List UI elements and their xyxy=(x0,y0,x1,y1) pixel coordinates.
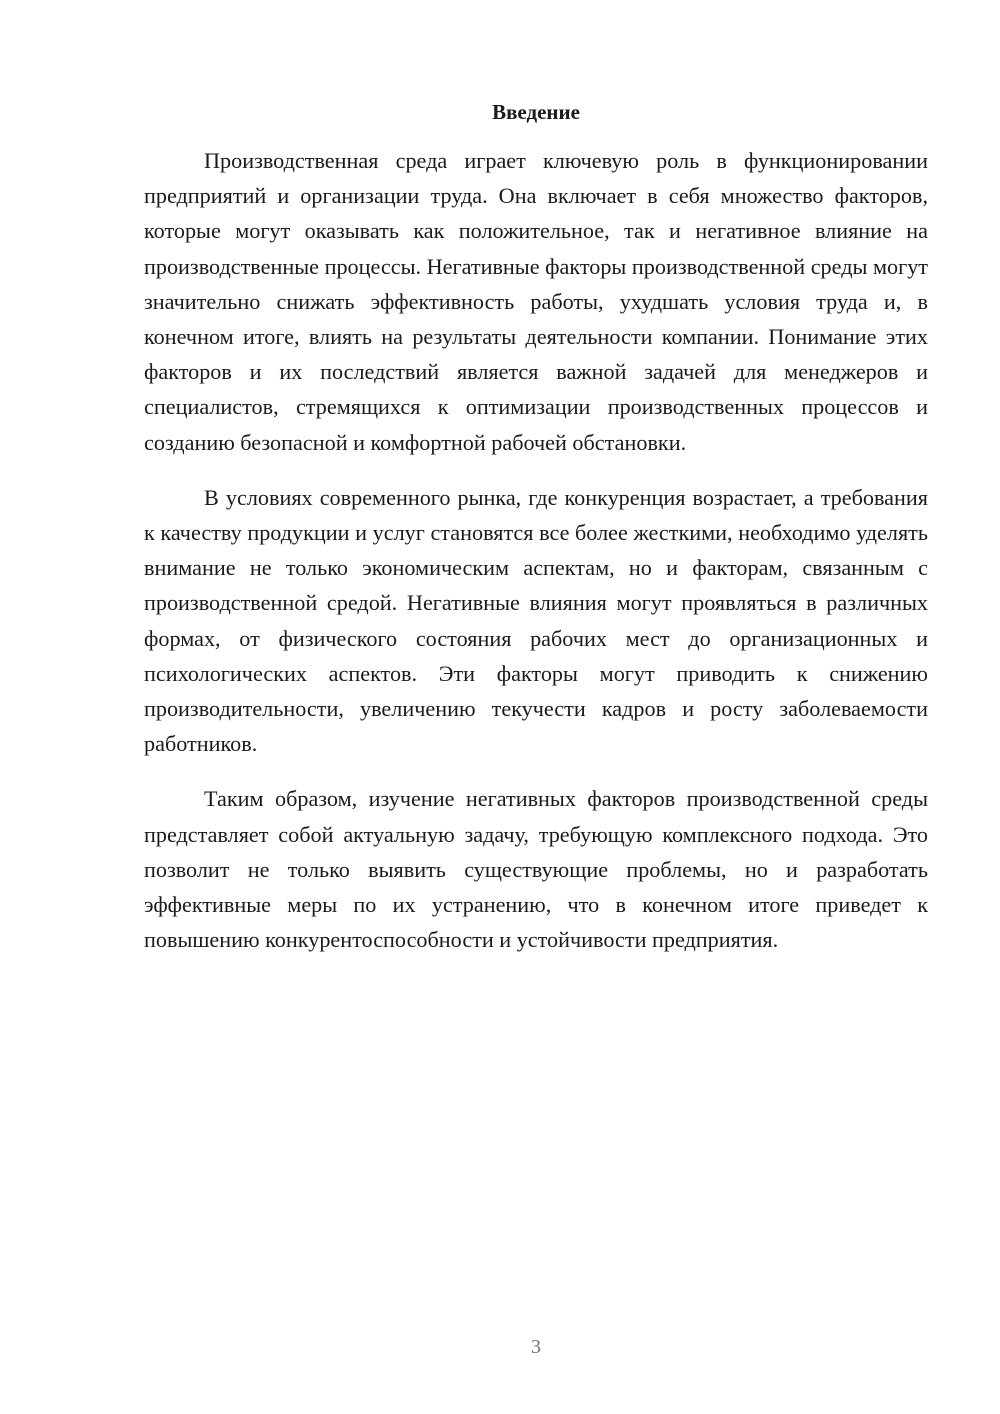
page-title: Введение xyxy=(492,100,580,124)
paragraph-conclusion: Таким образом, изучение негативных факторов производственной среды представляет собой актуальную задачу, требующую комплексного подхода. Это позволит не только выявить существующие проблемы, но и разработать эффективные меры по их устранению, что в конечном итоге приведет к повышению конкурентоспособности и устойчивости предприятия. xyxy=(144,786,928,953)
paragraph-market-conditions: В условиях современного рынка, где конкуренция возрастает, а требования к качеству продукции и услуг становятся все более жесткими, необходимо уделять внимание не только экономическим аспектам, но и факторам, связанным с производственной средой. Негативные влияния могут проявляться в различных формах, от физического состояния рабочих мест до организационных и психологических аспектов. Эти факторы могут приводить к снижению производительности, увеличению текучести кадров и росту заболеваемости работников. xyxy=(144,484,928,757)
page-number: 3 xyxy=(531,1336,541,1358)
document-body xyxy=(144,143,928,977)
paragraph-intro: Производственная среда играет ключевую роль в функционировании предприятий и организации труда. Она включает в себя множество факторов, которые могут оказывать как положительное, так и негативное влияние на производственные процессы. Негативные факторы производственной среды могут значительно снижать эффективность работы, ухудшать условия труда и, в конечном итоге, влиять на результаты деятельности компании. Понимание этих факторов и их последствий является важной задачей для менеджеров и специалистов, стремящихся к оптимизации производственных процессов и созданию безопасной и комфортной рабочей обстановки. xyxy=(144,148,928,455)
